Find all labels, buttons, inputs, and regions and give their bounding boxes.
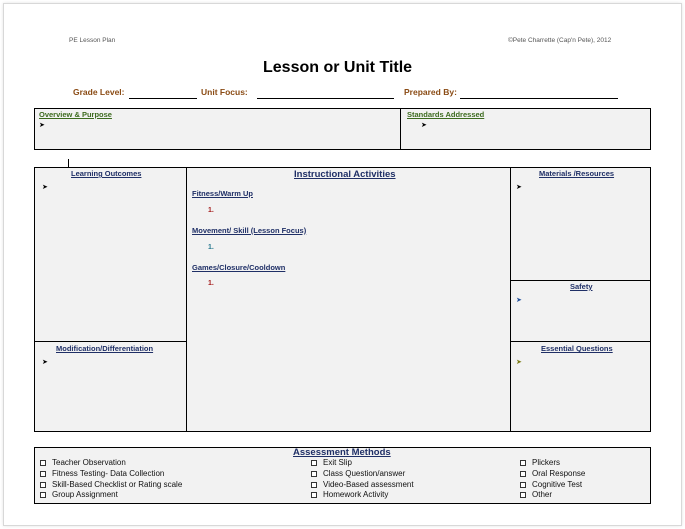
checkbox-icon[interactable]: [311, 492, 317, 498]
checkbox-icon[interactable]: [520, 460, 526, 466]
safety-bullet-icon: ➤: [516, 297, 522, 304]
checkbox-icon[interactable]: [311, 471, 317, 477]
overview-label: Overview & Purpose: [39, 110, 112, 119]
activity-heading-fitness: Fitness/Warm Up: [192, 189, 253, 198]
assessment-option[interactable]: Teacher Observation: [40, 458, 126, 467]
unit-focus-label: Unit Focus:: [201, 87, 248, 97]
instructional-activities-box[interactable]: [186, 167, 511, 432]
assessment-option[interactable]: Video-Based assessment: [311, 480, 414, 489]
materials-label: Materials /Resources: [539, 169, 615, 178]
text-cursor: [68, 159, 69, 167]
materials-bullet-icon: ➤: [516, 184, 522, 191]
learning-outcomes-box[interactable]: [34, 167, 187, 342]
checkbox-icon[interactable]: [40, 492, 46, 498]
safety-label: Safety: [570, 282, 593, 291]
lesson-plan-note: PE Lesson Plan: [69, 37, 116, 44]
grade-level-label: Grade Level:: [73, 87, 125, 97]
instructional-activities-label: Instructional Activities: [294, 169, 396, 180]
checkbox-icon[interactable]: [40, 471, 46, 477]
assessment-option[interactable]: Oral Response: [520, 469, 585, 478]
activity-number-games: 1.: [208, 280, 214, 287]
assessment-option[interactable]: Other: [520, 490, 552, 499]
assessment-option[interactable]: Cognitive Test: [520, 480, 582, 489]
overview-box[interactable]: [34, 108, 401, 150]
assessment-option[interactable]: Group Assignment: [40, 490, 118, 499]
checkbox-icon[interactable]: [40, 460, 46, 466]
activity-heading-games: Games/Closure/Cooldown: [192, 263, 286, 272]
modification-bullet-icon: ➤: [42, 359, 48, 366]
activity-number-fitness: 1.: [208, 207, 214, 214]
assessment-option[interactable]: Plickers: [520, 458, 560, 467]
assessment-option[interactable]: Homework Activity: [311, 490, 388, 499]
unit-focus-input[interactable]: [257, 98, 394, 99]
materials-box[interactable]: [510, 167, 651, 281]
checkbox-icon[interactable]: [520, 492, 526, 498]
standards-label: Standards Addressed: [407, 110, 485, 119]
learning-outcomes-label: Learning Outcomes: [71, 169, 142, 178]
assessment-option[interactable]: Skill-Based Checklist or Rating scale: [40, 480, 182, 489]
page-title: Lesson or Unit Title: [263, 59, 413, 76]
modification-label: Modification/Differentiation: [56, 344, 154, 353]
assessment-option[interactable]: Fitness Testing- Data Collection: [40, 469, 164, 478]
checkbox-icon[interactable]: [311, 482, 317, 488]
grade-level-input[interactable]: [129, 98, 197, 99]
prepared-by-input[interactable]: [460, 98, 618, 99]
essential-questions-bullet-icon: ➤: [516, 359, 522, 366]
overview-bullet-icon: ➤: [39, 122, 45, 129]
prepared-by-label: Prepared By:: [404, 87, 457, 97]
checkbox-icon[interactable]: [520, 471, 526, 477]
checkbox-icon[interactable]: [311, 460, 317, 466]
assessment-option[interactable]: Class Question/answer: [311, 469, 405, 478]
activity-heading-movement: Movement/ Skill (Lesson Focus): [192, 226, 307, 235]
assessment-option[interactable]: Exit Slip: [311, 458, 352, 467]
learning-outcomes-bullet-icon: ➤: [42, 184, 48, 191]
checkbox-icon[interactable]: [40, 482, 46, 488]
copyright-note: ©Pete Charrette (Cap'n Pete), 2012: [508, 37, 612, 44]
checkbox-icon[interactable]: [520, 482, 526, 488]
essential-questions-label: Essential Questions: [541, 344, 613, 353]
activity-number-movement: 1.: [208, 244, 214, 251]
modification-box[interactable]: [34, 341, 187, 432]
standards-bullet-icon: ➤: [421, 122, 427, 129]
essential-questions-box[interactable]: [510, 341, 651, 432]
standards-box[interactable]: [400, 108, 651, 150]
assessment-label: Assessment Methods: [293, 447, 391, 458]
safety-box[interactable]: [510, 280, 651, 342]
